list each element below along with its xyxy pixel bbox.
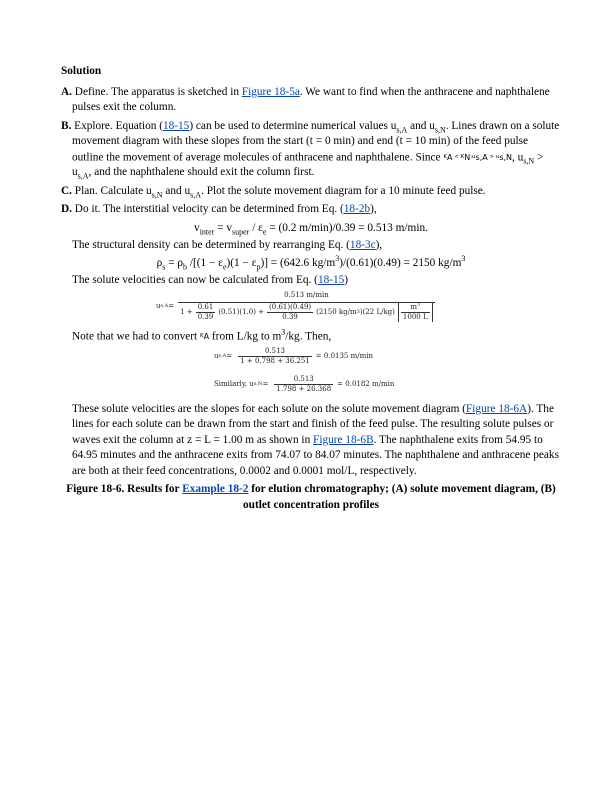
eq-text: )] = (642.6 kg/m (260, 256, 336, 269)
eq-text: = (262, 379, 269, 388)
step-d-label: D. (61, 203, 72, 216)
tiny-sub: A (447, 152, 453, 162)
subscript: inter (199, 227, 215, 237)
step-b-label: B. (61, 119, 72, 132)
subscript: s,N (151, 190, 163, 200)
step-c-text-2: and u (162, 184, 191, 197)
caption-text: for elution chromatography; (A) solute movement diagram, (B) outlet concentration profiles (243, 483, 556, 511)
para-text: ). The lines for each solute can be drawn from the start and finish of the feed pulse. The resulting solute pulses or waves exit the column at z = L = 1.00 m as shown in (72, 402, 554, 446)
usn-result: = 0.0182 m/min (337, 379, 395, 388)
eq-text: 1 + (180, 307, 193, 316)
solution-body (61, 64, 561, 513)
figure-caption (61, 482, 561, 513)
step-d-text: Do it. The interstitial velocity can be determined from Eq. ( (71, 203, 344, 216)
superscript: 3 (281, 327, 286, 337)
subscript: s,A (396, 124, 408, 134)
interstitial-velocity-equation (61, 221, 561, 237)
fraction-denominator: 0.39 (282, 312, 298, 321)
eq-text: )(22 L/kg) (359, 307, 395, 316)
fraction-denominator (178, 303, 434, 322)
eq-text: = v (214, 221, 233, 234)
step-d-text-2: ), (370, 203, 377, 216)
usa-result-row: u s,A = $\frac{0.513}{1 + 0.798 + 36.251}$ = 0.0135 m/min (214, 346, 373, 365)
example-18-2-link[interactable]: Example 18-2 (182, 483, 249, 496)
para-text: The solute velocities can now be calculated from Eq. ( (72, 274, 318, 287)
subscript: p (256, 262, 261, 272)
tiny-sub: s,N (499, 152, 513, 162)
eq-text: u (214, 351, 219, 360)
eq-text: )/(0.61)(0.49) = 2150 kg/m (339, 256, 462, 269)
para-text: . The naphthalene exits from 54.95 to 64.95 minutes and the anthracene exits from 74.07 to 84.07 minutes. The naphthalene and anthracene peaks are both at their feed concentrations, 0.0002 and 0.0001 mol/L, respectively. (72, 433, 559, 477)
subscript: s (162, 262, 166, 272)
tiny-sub: N (464, 152, 471, 162)
step-b (61, 119, 561, 181)
step-b-text: Explore. Equation ( (71, 119, 163, 132)
step-b-text-2: ) can be used to determine numerical values u (189, 119, 397, 132)
velocity-results-image (214, 347, 561, 399)
usa-equation-row: u s,A = 0.513 m/min 1 + $\frac{0.61}{0.39}$ (0.51)(1.0) + $\frac{(0.61)(0.49)}{0.39}$ (2150 kg/m 3 )(22 L/kg) $\frac{m^3}{1000 L}$ (156, 291, 435, 322)
tiny-sub: A (203, 331, 210, 341)
eq-text: ρ (156, 256, 163, 269)
structural-density-equation (61, 256, 561, 272)
unit-fraction (401, 303, 430, 322)
subscript: super (232, 227, 250, 237)
step-a (61, 85, 561, 116)
step-b-text-5: , u (512, 150, 524, 163)
usa-main-fraction (178, 291, 434, 322)
eq-text: )(1 − ε (226, 256, 257, 269)
subscript: e (222, 262, 227, 272)
eq-18-3c-link[interactable]: 18-3c (349, 239, 376, 252)
subscript: s,A (77, 171, 89, 181)
step-d (61, 202, 561, 218)
eq-text: (2150 kg/m (316, 307, 357, 316)
step-b-text-7: , and the naphthalene should exit the column first. (88, 166, 315, 179)
step-c-label: C. (61, 184, 72, 197)
fraction-numerator: 0.513 m/min (178, 291, 434, 303)
fraction-numerator: 0.61 (197, 302, 214, 311)
step-c-text: Plan. Calculate u (71, 184, 152, 197)
fraction-denominator: 0.39 (197, 312, 214, 321)
usa-result: = 0.0135 m/min (315, 351, 373, 360)
eq-text: / ε (249, 221, 263, 234)
eq-text: = ρ (165, 256, 184, 269)
para-text: ) (344, 274, 349, 287)
subscript: s,A (190, 190, 202, 200)
step-a-text-2: . We want to find when the anthracene and naphthalene pulses exit the column. (72, 85, 550, 113)
figure-18-6a-link[interactable]: Figure 18-6A (466, 402, 528, 415)
para-text: from L/kg to m (209, 330, 282, 343)
fraction-numerator: 0.513 (274, 375, 333, 385)
eq-text: /[(1 − ε (187, 256, 223, 269)
tiny-text: > u (487, 153, 500, 160)
denominator-row: 1 + $\frac{0.61}{0.39}$ (0.51)(1.0) + $\frac{(0.61)(0.49)}{0.39}$ (2150 kg/m 3 )(22 L/kg) $\frac{m^3}{1000 L}$ (180, 303, 432, 322)
eq-text: Similarly, u (214, 379, 254, 388)
tiny-text: ;u (470, 153, 476, 160)
solution-heading: Solution (61, 65, 102, 77)
eq-text: = (226, 351, 233, 360)
para-text: The structural density can be determined by rearranging Eq. ( (72, 239, 350, 252)
fraction-numerator: 0.513 (238, 347, 312, 357)
usn-result-row: Similarly, u s,N = $\frac{0.513}{1.798 + 26.368}$ = 0.0182 m/min (214, 374, 395, 393)
fraction-denominator: 1.798 + 26.368 (276, 384, 332, 393)
step-c (61, 184, 561, 200)
eq-text: = (168, 301, 175, 310)
bracket (398, 303, 433, 322)
small-fraction (196, 303, 216, 322)
solute-velocity-paragraph (72, 273, 561, 289)
subscript: s,N (434, 124, 446, 134)
tiny-text: K (200, 332, 204, 339)
usa-equation-image (156, 291, 561, 325)
para-text: These solute velocities are the slopes for each solute on the solute movement diagram ( (72, 402, 467, 415)
figure-18-6b-link[interactable]: Figure 18-6B (313, 433, 374, 446)
caption-text: Figure 18-6. Results for (66, 483, 183, 496)
tiny-text: K (443, 153, 447, 160)
step-c-text-3: . Plot the solute movement diagram for a 10 minute feed pulse. (201, 184, 486, 197)
para-text: Note that we had to convert (72, 330, 200, 343)
eq-text: (0.51)(1.0) + (218, 307, 265, 316)
conversion-note (72, 329, 561, 345)
figure-18-5a-link[interactable]: Figure 18-5a (241, 85, 300, 98)
step-a-label: A. (61, 85, 72, 98)
superscript: 3 (335, 254, 340, 264)
result-fraction (238, 347, 312, 366)
superscript: 3 (416, 301, 421, 308)
subscript: b (183, 262, 188, 272)
eq-18-15-link-2[interactable]: 18-15 (317, 274, 345, 287)
small-fraction (267, 303, 313, 322)
subscript: s,N (523, 156, 535, 166)
para-text: ), (375, 239, 383, 252)
subscript: e (262, 227, 267, 237)
eq-18-2b-link[interactable]: 18-2b (343, 203, 371, 216)
fraction-denominator: 1000 L (402, 312, 428, 321)
eq-18-15-link[interactable]: 18-15 (162, 119, 190, 132)
fraction-denominator: 1 + 0.798 + 36.251 (240, 356, 310, 365)
fraction-numerator: (0.61)(0.49) (269, 302, 312, 311)
inline-equation-image (200, 333, 209, 339)
para-text: /kg. Then, (285, 330, 332, 343)
tiny-text: < K (452, 153, 465, 160)
eq-text: v (194, 221, 200, 234)
step-b-text-6: > u (72, 150, 544, 179)
structural-density-paragraph (72, 238, 561, 254)
eq-text: = (0.2 m/min)/0.39 = 0.513 m/min. (266, 221, 428, 234)
step-b-text-3: and u (407, 119, 435, 132)
result-fraction (274, 375, 333, 394)
eq-text: u (156, 301, 161, 310)
tiny-sub: s,A (475, 152, 488, 162)
results-paragraph (72, 402, 561, 480)
step-b-text-4: . Lines drawn on a solute movement diagram with these slopes from the start (t = 0 min) and end (t = 10 min) of the feed pulse outline the movement of average molecules of anthracene and naphthalene. Since (72, 119, 560, 163)
superscript: 3 (461, 254, 466, 264)
step-a-text: Define. The apparatus is sketched in (71, 85, 242, 98)
fraction-numerator (401, 303, 430, 313)
eq-text: m (410, 302, 417, 311)
inline-equation-image (443, 154, 512, 160)
